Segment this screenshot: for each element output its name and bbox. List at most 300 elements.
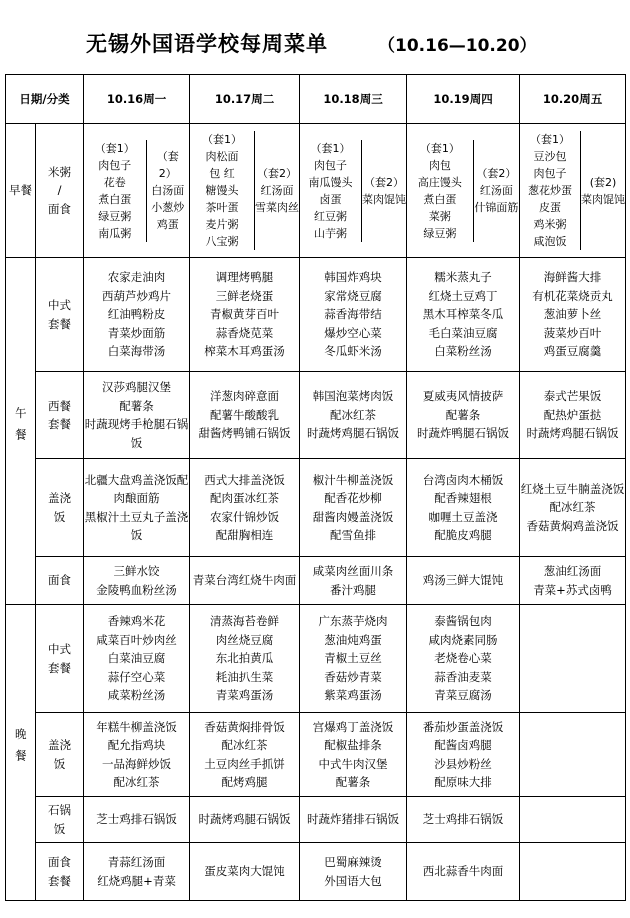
dish-item: 椒汁牛柳盖浇饭 (312, 472, 394, 487)
dish-cell (84, 258, 190, 372)
dish-item: 红汤面 (479, 184, 513, 197)
dish-item: 配允指鸡块 (107, 738, 166, 752)
dinner-noodle-set-row (6, 843, 626, 901)
dish-cell (190, 797, 300, 843)
dish-list (300, 612, 406, 705)
breakfast-cell (520, 124, 626, 258)
breakfast-set2 (361, 140, 406, 242)
dish-cell (84, 843, 190, 901)
dish-cell (190, 557, 300, 605)
dish-cell (520, 372, 626, 459)
dish-list (84, 268, 189, 361)
category-text: 套餐 (48, 316, 71, 331)
dish-item: （套2） (476, 167, 517, 180)
dinner-stone-pot-row (6, 797, 626, 843)
dish-list (84, 378, 189, 452)
dish-cell (190, 713, 300, 797)
dish-item: 番汁鸡腿 (330, 582, 377, 597)
dish-item: 韩国炸鸡块 (324, 270, 382, 285)
dish-cell (520, 797, 626, 843)
dish-item: 香辣鸡米花 (107, 614, 166, 629)
header-row (6, 75, 626, 124)
dish-item: 绿豆粥 (423, 226, 457, 240)
dish-item: 肉包子 (533, 167, 567, 180)
dish-item: 白菜粉丝汤 (434, 344, 492, 359)
dish-cell (407, 372, 520, 459)
dish-list (190, 471, 299, 545)
dish-item: (套2) (589, 175, 617, 189)
dish-item: 糯米蒸丸子 (434, 270, 492, 285)
dish-item: 红油鸭粉皮 (107, 307, 166, 322)
dinner-chinese-row (6, 605, 626, 713)
dish-cell (190, 372, 300, 459)
dish-item: 菜肉馄饨 (362, 192, 407, 206)
dish-item: 黑椒汁土豆丸子盖浇饭 (84, 509, 189, 542)
dish-cell (300, 258, 407, 372)
dish-item: 紫菜鸡蛋汤 (324, 688, 382, 703)
dish-item: 蒜香烧苋菜 (215, 325, 274, 340)
category-text: 石锅 (48, 803, 71, 817)
dish-item: 时蔬烤鸡腿石锅饭 (307, 426, 400, 441)
dish-cell (84, 797, 190, 843)
category-rice-bowl (36, 459, 84, 557)
dish-item: 爆炒空心菜 (324, 325, 382, 340)
dish-cell (407, 713, 520, 797)
dish-item: 西北蒜香牛肉面 (422, 864, 504, 879)
dish-item: （套2） (256, 167, 297, 180)
dish-item: 年糕牛柳盖浇饭 (96, 719, 177, 734)
dish-item: 台湾卤肉木桶饭 (422, 472, 504, 487)
lunch-western-row (6, 372, 626, 459)
dish-item: 葱油红汤面 (543, 564, 602, 578)
dish-item: 甜酱烤鸭铺石锅饭 (198, 426, 291, 441)
dish-item: 泰式芒果饭 (543, 389, 602, 404)
dish-list (520, 387, 625, 443)
breakfast-sets (407, 140, 519, 242)
dish-item: 青菜+苏式卤鸭 (533, 582, 612, 597)
dish-list (300, 268, 406, 361)
dish-item: 葱花炒蛋 (528, 184, 573, 197)
category-text: 盖浇 (48, 491, 71, 505)
dish-item: 蛋皮菜肉大馄饨 (204, 864, 285, 879)
breakfast-set2 (580, 131, 625, 250)
dish-list (520, 562, 625, 599)
dish-item: 咸菜百叶炒肉丝 (96, 632, 177, 647)
category-western (36, 372, 84, 459)
dish-item: 时蔬炸猪排石锅饭 (307, 812, 400, 827)
dish-cell (407, 843, 520, 901)
dish-item: 红烧鸡腿+青菜 (97, 873, 176, 888)
dish-cell (407, 557, 520, 605)
category-text: 中式 (48, 298, 71, 312)
dish-item: 花卷 (103, 175, 126, 189)
dish-cell (407, 605, 520, 713)
dish-cell (407, 797, 520, 843)
dish-list (407, 571, 519, 590)
dish-item: 中式牛肉汉堡 (318, 756, 388, 771)
dish-item: 香菇黄焖排骨饭 (204, 719, 285, 734)
dish-item: 泰酱锅包肉 (434, 614, 492, 629)
dish-item: 配椒盐排条 (324, 738, 382, 752)
dish-item: 咸肉烧素同肠 (428, 632, 498, 647)
dish-item: 配酱卤鸡腿 (434, 738, 492, 752)
dish-item: 八宝粥 (205, 235, 239, 248)
dish-item: 糖馒头 (205, 184, 239, 197)
dish-item: 蒜香油麦菜 (434, 669, 492, 684)
dish-cell (300, 372, 407, 459)
dish-item: 金陵鸭血粉丝汤 (96, 582, 177, 597)
breakfast-set1 (300, 140, 361, 242)
dish-item: 菜粥 (428, 209, 451, 223)
category-congee-noodle (36, 124, 84, 258)
dish-item: 调理烤鸭腿 (215, 270, 274, 285)
category-text: 中式 (48, 642, 71, 656)
dish-cell (190, 605, 300, 713)
dish-list (407, 612, 519, 705)
category-text: 套餐 (48, 873, 71, 888)
day-header: 10.18周三 (300, 75, 407, 124)
dish-item: 一品海鲜炒饭 (102, 756, 172, 771)
category-text: 饭 (53, 756, 66, 771)
dish-item: 菠菜炒百叶 (543, 325, 602, 340)
dish-item: 配薯条 (119, 398, 154, 413)
dish-item: 宫爆鸡丁盖浇饭 (312, 719, 394, 734)
dish-item: （套1） (94, 141, 135, 155)
dish-item: 咸菜肉丝面川条 (312, 564, 394, 578)
dish-item: 青椒土豆丝 (324, 651, 382, 666)
category-chinese (36, 605, 84, 713)
dish-item: 肉包子 (98, 158, 132, 172)
category-text: 面食 (48, 573, 71, 588)
dish-item: 雪菜肉丝 (254, 201, 299, 214)
dish-item: 配烤鸡腿 (221, 775, 268, 789)
dish-item: 菜肉馄饨 (581, 192, 626, 206)
category-text: 西餐 (48, 398, 71, 413)
category-text: 套餐 (48, 417, 71, 431)
dish-list (84, 718, 189, 792)
dish-item: 山芋粥 (314, 226, 348, 240)
breakfast-set2 (473, 140, 519, 242)
dish-item: 外国语大包 (324, 873, 382, 888)
dish-cell (190, 843, 300, 901)
category-noodle (36, 557, 84, 605)
dish-list (190, 268, 299, 361)
dish-list (407, 471, 519, 545)
dish-list (300, 718, 406, 792)
dish-item: 配冰红茶 (330, 407, 377, 422)
dish-item: （套1） (201, 133, 242, 146)
dish-item: 时蔬烤鸡腿石锅饭 (526, 426, 619, 441)
category-noodle-set (36, 843, 84, 901)
dish-cell (520, 557, 626, 605)
dish-cell (300, 843, 407, 901)
dish-item: 榨菜木耳鸡蛋汤 (204, 344, 285, 359)
dish-cell (190, 258, 300, 372)
dish-item: 配热炉蛋挞 (543, 407, 602, 422)
day-header: 10.17周二 (190, 75, 300, 124)
category-text: 面食 (48, 201, 71, 216)
dish-item: 肉包子 (314, 158, 348, 172)
dish-item: 青菜台湾红烧牛肉面 (192, 573, 297, 588)
dish-item: 红汤面 (260, 184, 294, 197)
dish-item: 鸡蛋 (156, 218, 179, 231)
dish-item: 蒜香海带结 (324, 307, 382, 322)
dish-item: 番茄炒蛋盖浇饭 (422, 719, 504, 734)
dish-item: 配薯条 (445, 407, 481, 422)
dish-item: 时蔬现烤手枪腿石锅饭 (84, 417, 189, 450)
dish-item: 配雪鱼排 (330, 528, 377, 542)
category-text: 米粥 (48, 164, 71, 179)
dish-item: 青菜豆腐汤 (434, 688, 492, 703)
dish-item: 毛白菜油豆腐 (428, 325, 498, 340)
dish-list (190, 862, 299, 881)
dish-item: 三鲜老烧蛋 (215, 288, 274, 303)
dish-item: 白菜油豆腐 (107, 651, 166, 666)
dish-item: 肉丝烧豆腐 (215, 632, 274, 647)
category-stone-pot (36, 797, 84, 843)
dish-item: 清蒸海苔卷鲜 (210, 614, 280, 629)
dish-item: 时蔬烤鸡腿石锅饭 (198, 812, 291, 827)
dish-item: 东北拍黄瓜 (215, 651, 274, 666)
menu-title: 无锡外国语学校每周菜单 (86, 32, 328, 56)
dish-item: 葱油萝卜丝 (543, 307, 602, 322)
dish-item: 鸡蛋豆腐羹 (543, 344, 602, 359)
meal-label-dinner (6, 605, 36, 901)
dish-item: 小葱炒 (151, 201, 185, 214)
breakfast-cell (190, 124, 300, 258)
dish-list (407, 268, 519, 361)
dish-item: 配香辣翅根 (434, 491, 492, 505)
dish-item: 红烧土豆牛腩盖浇饭配冰红茶 (520, 481, 625, 515)
meal-label-text: 午餐 (13, 406, 28, 450)
dish-list (190, 612, 299, 705)
lunch-chinese-row (6, 258, 626, 372)
dish-cell (84, 605, 190, 713)
dish-item: 蒜仔空心菜 (107, 669, 166, 684)
meal-label-text: 早餐 (9, 183, 32, 198)
dish-item: 冬瓜虾米汤 (324, 344, 382, 359)
dish-list (190, 810, 299, 829)
breakfast-set2 (146, 140, 189, 242)
dish-item: 农家什锦炒饭 (210, 509, 280, 524)
category-text: 盖浇 (48, 738, 71, 752)
dish-cell (84, 372, 190, 459)
day-header: 10.16周一 (84, 75, 190, 124)
meal-label-text: 晚餐 (13, 728, 28, 772)
dish-item: 家常烧豆腐 (324, 288, 382, 303)
day-header: 10.19周四 (407, 75, 520, 124)
category-text: 面食 (48, 855, 71, 869)
dish-item: 洋葱肉碎意面 (210, 389, 280, 404)
dish-item: 土豆肉丝手抓饼 (204, 756, 285, 771)
dish-item: 红烧土豆鸡丁 (428, 288, 498, 303)
dish-item: 麦片粥 (205, 218, 239, 231)
breakfast-sets (190, 131, 299, 250)
dish-list (84, 853, 189, 890)
dish-item: 南瓜粥 (98, 226, 132, 240)
dish-item: 红豆粥 (314, 209, 348, 223)
dish-cell (520, 605, 626, 713)
dinner-rice-bowl-row (6, 713, 626, 797)
dish-list (300, 562, 406, 599)
dish-cell (300, 605, 407, 713)
dish-item: 肉包 (428, 158, 451, 172)
dish-item: 高庄馒头 (417, 175, 462, 189)
dish-item: 配原味大排 (434, 775, 492, 789)
dish-cell (84, 713, 190, 797)
dish-list (84, 562, 189, 599)
dish-item: 夏威夷风情披萨 (422, 389, 504, 404)
page-title (0, 28, 630, 58)
dish-item: 配冰红茶 (221, 738, 268, 752)
dish-item: 咖喱土豆盖浇 (428, 509, 498, 524)
dish-item: 巴蜀麻辣烫 (324, 855, 382, 869)
dish-item: 汉莎鸡腿汉堡 (102, 380, 172, 394)
category-text: / (57, 183, 62, 198)
dish-cell (407, 459, 520, 557)
dish-item: 卤蛋 (319, 192, 342, 206)
dish-cell (300, 713, 407, 797)
corner-cell: 日期/分类 (6, 75, 84, 124)
dish-item: 配薯条 (335, 775, 371, 789)
dish-list (407, 387, 519, 443)
day-header: 10.20周五 (520, 75, 626, 124)
dish-list (300, 853, 406, 890)
dish-list (407, 862, 519, 881)
dish-item: 配冰红茶 (113, 775, 160, 789)
dish-list (84, 612, 189, 705)
dish-item: 肉松面 (205, 150, 239, 163)
dish-item: 配肉蛋冰红茶 (210, 491, 280, 505)
breakfast-set1 (190, 131, 254, 250)
dish-cell (520, 843, 626, 901)
dish-cell (300, 557, 407, 605)
dish-item: 鸡米粥 (533, 218, 567, 231)
breakfast-row (6, 124, 626, 258)
dish-item: （套1） (419, 141, 460, 155)
dish-cell (520, 459, 626, 557)
dish-item: 煮白蛋 (423, 192, 457, 206)
breakfast-cell (407, 124, 520, 258)
meal-label-breakfast (6, 124, 36, 258)
dish-item: 青菜鸡蛋汤 (215, 688, 274, 703)
dish-list (520, 268, 625, 361)
dish-item: 白汤面 (151, 184, 185, 197)
dish-item: 有机花菜烧贡丸 (532, 288, 613, 303)
dish-cell (300, 797, 407, 843)
dish-cell (407, 258, 520, 372)
weekly-menu-table (5, 74, 626, 901)
dish-item: 广东蒸芋烧肉 (318, 614, 388, 629)
category-text: 饭 (53, 821, 66, 836)
dish-item: 韩国泡菜烤肉饭 (312, 389, 394, 404)
dish-item: 青椒黄芽百叶 (210, 307, 280, 322)
category-text: 套餐 (48, 660, 71, 675)
dish-item: （套1） (310, 141, 351, 155)
dish-item: 什锦面筋 (474, 201, 519, 214)
breakfast-sets (84, 140, 189, 242)
dish-item: 香菇黄焖鸡盖浇饭 (526, 518, 619, 533)
dish-list (190, 387, 299, 443)
dish-list (520, 480, 625, 536)
breakfast-set1 (407, 140, 473, 242)
dish-item: 芝士鸡排石锅饭 (96, 812, 177, 827)
dish-item: 配香花炒柳 (324, 491, 382, 505)
dish-item: 海鲜酱大排 (543, 270, 602, 285)
dish-cell (190, 459, 300, 557)
dish-cell (84, 557, 190, 605)
lunch-rice-bowl-row (6, 459, 626, 557)
dish-list (190, 718, 299, 792)
menu-date-range: （10.16—10.20） (378, 36, 537, 56)
dish-cell (520, 713, 626, 797)
dish-item: 时蔬炸鸭腿石锅饭 (417, 426, 510, 441)
dish-item: 配甜胸相连 (215, 528, 274, 542)
dish-cell (84, 459, 190, 557)
dish-list (300, 810, 406, 829)
dish-item: 青蒜红汤面 (107, 855, 166, 869)
dish-list (407, 810, 519, 829)
dish-item: 农家走油肉 (107, 270, 166, 285)
dish-item: 三鲜水饺 (113, 564, 160, 578)
dish-item: 鸡汤三鲜大馄饨 (422, 573, 504, 588)
dish-item: 2） (158, 167, 177, 180)
dish-item: （套1） (530, 133, 571, 146)
dish-cell (520, 258, 626, 372)
dish-item: 绿豆粥 (98, 209, 132, 223)
dish-item: 配脆皮鸡腿 (434, 528, 492, 542)
dish-item: 葱油炖鸡蛋 (324, 632, 382, 647)
dish-item: （套2） (364, 175, 405, 189)
dish-item: 煮白蛋 (98, 192, 132, 206)
dish-item: 青菜炒面筋 (107, 325, 166, 340)
dish-item: 豆沙包 (533, 150, 567, 163)
breakfast-cell (84, 124, 190, 258)
breakfast-set1 (84, 140, 146, 242)
breakfast-sets (300, 140, 406, 242)
dish-item: 咸菜粉丝汤 (107, 688, 166, 703)
dish-item: 耗油扒生菜 (215, 669, 274, 684)
dish-item: 沙县炒粉丝 (434, 756, 492, 771)
dish-list (84, 810, 189, 829)
dish-item: 白菜海带汤 (107, 344, 166, 359)
dish-item: （套 (156, 150, 179, 163)
dish-item: 黑木耳榨菜冬瓜 (422, 307, 504, 322)
dish-item: 包 红 (209, 167, 235, 180)
meal-label-lunch (6, 258, 36, 605)
dish-item: 西葫芦炒鸡片 (102, 288, 172, 303)
dish-item: 甜酱肉嫚盖浇饭 (312, 509, 394, 524)
dish-item: 北疆大盘鸡盖浇饭配肉酿面筋 (84, 472, 189, 505)
category-rice-bowl (36, 713, 84, 797)
breakfast-sets (520, 131, 625, 250)
dish-list (300, 387, 406, 443)
dish-item: 茶叶蛋 (205, 201, 239, 214)
lunch-noodle-row (6, 557, 626, 605)
dish-item: 香菇炒青菜 (324, 669, 382, 684)
dish-cell (300, 459, 407, 557)
dish-item: 咸泡饭 (533, 235, 567, 248)
dish-item: 芝士鸡排石锅饭 (422, 812, 504, 827)
category-text: 饭 (53, 509, 66, 524)
dish-item: 南瓜馒头 (308, 175, 353, 189)
dish-item: 皮蛋 (539, 201, 562, 214)
category-chinese (36, 258, 84, 372)
dish-list (407, 718, 519, 792)
dish-list (190, 571, 299, 590)
dish-item: 老烧卷心菜 (434, 651, 492, 666)
dish-list (84, 471, 189, 545)
